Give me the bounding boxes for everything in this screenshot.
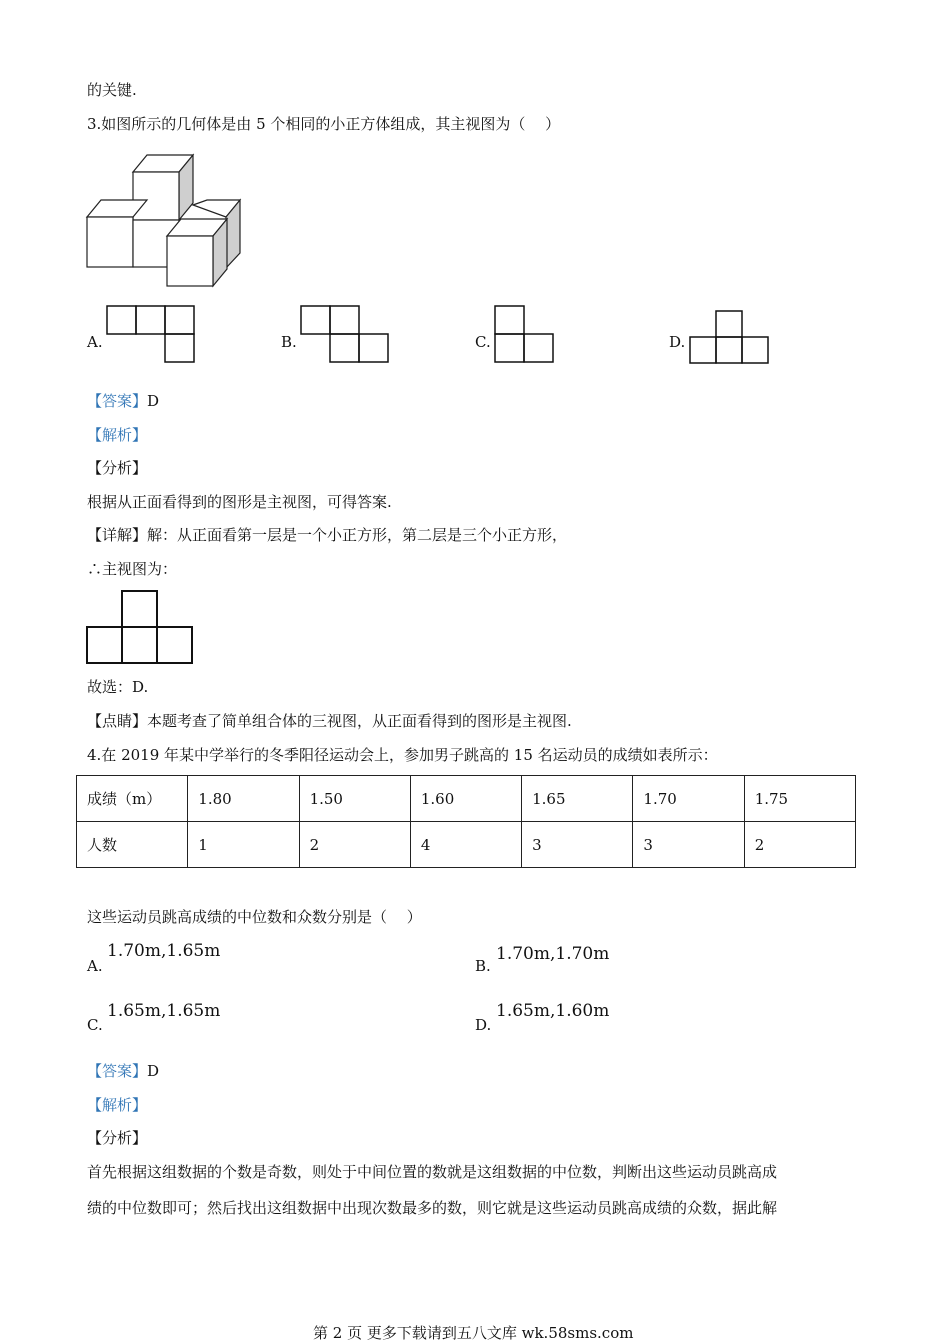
q3-option-a-label: A. [87, 333, 103, 351]
q3-answer: D [147, 392, 160, 410]
q4-option-c-value: 1.65m,1.65m [107, 1001, 221, 1021]
q3-fenxi-label: 【分析】 [87, 459, 148, 477]
q3-detail-label: 【详解】 [87, 526, 148, 544]
table-cell: 成绩（m） [77, 776, 188, 822]
q3-comment-label: 【点睛】 [87, 712, 148, 730]
q3-option-a-figure [106, 305, 196, 365]
intro-tail: 的关键. [87, 81, 137, 99]
q3-therefore: ∴主视图为： [87, 560, 178, 578]
q4-option-b-value: 1.70m,1.70m [496, 944, 610, 964]
cube-front-front [167, 236, 213, 286]
table-cell: 1.70 [633, 776, 744, 822]
table-row [77, 822, 856, 868]
cube-top-front [133, 172, 179, 220]
q3-question: 3.如图所示的几何体是由 5 个相同的小正方体组成，其主视图为（ ） [87, 115, 561, 133]
q3-option-c-figure [494, 305, 556, 365]
q4-answer: D [147, 1062, 160, 1080]
q4-option-b-label: B. [475, 957, 491, 975]
q4-prompt: 这些运动员跳高成绩的中位数和众数分别是（ ） [87, 908, 422, 926]
q3-detail-text: 解：从正面看第一层是一个小正方形，第二层是三个小正方形， [147, 526, 568, 544]
q3-analysis-label: 【解析】 [87, 426, 148, 444]
table-cell: 1 [188, 822, 299, 868]
table-cell: 1.60 [410, 776, 521, 822]
table-cell: 3 [522, 822, 633, 868]
q4-answer-label: 【答案】 [87, 1062, 148, 1080]
table-cell: 4 [410, 822, 521, 868]
table-cell: 1.50 [299, 776, 410, 822]
cube-left-front [87, 217, 133, 267]
table-cell: 2 [299, 822, 410, 868]
q4-fenxi-line2: 绩的中位数即可；然后找出这组数据中出现次数最多的数，则它就是这些运动员跳高成绩的众数，据此解 [87, 1199, 778, 1217]
q4-option-d-label: D. [475, 1016, 492, 1034]
q3-option-d-label: D. [669, 333, 686, 351]
q4-option-a-value: 1.70m,1.65m [107, 941, 221, 961]
table-cell: 人数 [77, 822, 188, 868]
q3-option-b-figure [300, 305, 390, 365]
table-cell: 3 [633, 822, 744, 868]
q4-option-c-label: C. [87, 1016, 103, 1034]
q4-analysis-label: 【解析】 [87, 1096, 148, 1114]
q4-question: 4.在 2019 年某中学举行的冬季阳径运动会上，参加男子跳高的 15 名运动员的成绩如表所示： [87, 746, 718, 764]
q3-option-c-label: C. [475, 333, 491, 351]
table-cell: 1.80 [188, 776, 299, 822]
q3-fenxi-text: 根据从正面看得到的图形是主视图，可得答案. [87, 493, 392, 511]
q4-score-table [76, 775, 856, 868]
q4-fenxi-line1: 首先根据这组数据的个数是奇数，则处于中间位置的数就是这组数据的中位数，判断出这些运动员跳高成 [87, 1163, 778, 1181]
q4-option-a-label: A. [87, 957, 103, 975]
q3-cube-figure [80, 150, 250, 290]
q3-comment-text: 本题考查了简单组合体的三视图，从正面看得到的图形是主视图. [147, 712, 572, 730]
q3-answer-label: 【答案】 [87, 392, 148, 410]
table-cell: 1.65 [522, 776, 633, 822]
table-cell: 1.75 [744, 776, 855, 822]
q3-option-d-figure [689, 310, 771, 366]
q4-option-d-value: 1.65m,1.60m [496, 1001, 610, 1021]
table-cell: 2 [744, 822, 855, 868]
page-footer: 第 2 页 更多下载请到五八文库 wk.58sms.com [313, 1324, 634, 1342]
q3-choice: 故选：D. [87, 678, 149, 696]
q3-main-view-figure [86, 590, 196, 666]
table-row [77, 776, 856, 822]
q3-option-b-label: B. [281, 333, 297, 351]
q4-fenxi-label: 【分析】 [87, 1129, 148, 1147]
